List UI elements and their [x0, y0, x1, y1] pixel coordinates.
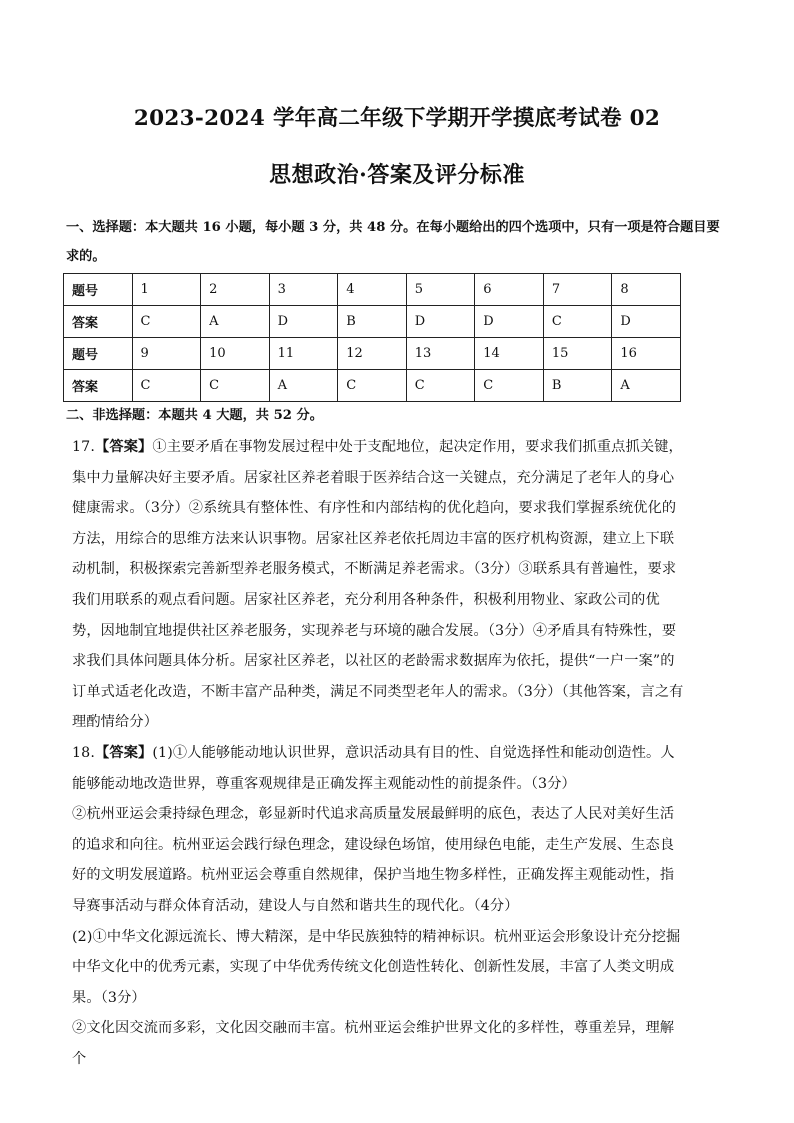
answer-tag: 【答案】 [95, 744, 153, 761]
table-cell: C [132, 370, 201, 402]
table-cell: A [269, 370, 338, 402]
answer-table [63, 273, 681, 402]
table-cell: 3 [269, 274, 338, 306]
table-cell: 9 [132, 338, 201, 370]
table-cell: 12 [338, 338, 407, 370]
table-cell: D [612, 306, 681, 338]
table-cell: 8 [612, 274, 681, 306]
section-2-heading: 二、非选择题：本题共 4 大题，共 52 分。 [66, 408, 323, 423]
answer-body [72, 432, 686, 1074]
answer-paragraph: ②杭州亚运会秉持绿色理念，彰显新时代追求高质量发展最鲜明的底色，表达了人民对美好生活的追求和向往。杭州亚运会践行绿色理念，建设绿色场馆，使用绿色电能，走生产发展、生态良好的文明发展道路。杭州亚运会尊重自然规律，保护当地生物多样性，正确发挥主观能动性，指导赛事活动与群众体育活动，建设人与自然和谐共生的现代化。（4分） [72, 806, 675, 914]
table-row [64, 306, 681, 338]
section-1-heading: 一、选择题：本大题共 16 小题，每小题 3 分，共 48 分。在每小题给出的四个选项中，只有一项是符合题目要求的。 [66, 220, 720, 264]
table-row-label: 答案 [64, 306, 133, 338]
answer-text: (1)①人能够能动地认识世界，意识活动具有目的性、自觉选择性和能动创造性。人能够能动地改造世界，尊重客观规律是正确发挥主观能动性的前提条件。（3分） [72, 744, 675, 792]
table-cell: 4 [338, 274, 407, 306]
table-cell: D [475, 306, 544, 338]
page-subtitle: 思想政治·答案及评分标准 [269, 162, 525, 188]
question-number: 18. [72, 744, 96, 761]
table-cell: C [338, 370, 407, 402]
table-cell: 11 [269, 338, 338, 370]
answer-17 [72, 432, 686, 738]
table-cell: C [543, 306, 612, 338]
table-cell: D [406, 306, 475, 338]
table-cell: D [269, 306, 338, 338]
table-cell: 15 [543, 338, 612, 370]
answer-paragraph: ②文化因交流而多彩，文化因交融而丰富。杭州亚运会维护世界文化的多样性，尊重差异，理解个 [72, 1020, 675, 1067]
table-cell: 5 [406, 274, 475, 306]
table-cell: C [475, 370, 544, 402]
table-cell: 2 [201, 274, 270, 306]
table-cell: B [543, 370, 612, 402]
answer-paragraph: (2)①中华文化源远流长、博大精深，是中华民族独特的精神标识。杭州亚运会形象设计充分挖掘中华文化中的优秀元素，实现了中华优秀传统文化创造性转化、创新性发展，丰富了人类文明成果。（3分） [72, 928, 681, 1006]
table-row [64, 338, 681, 370]
table-cell: A [612, 370, 681, 402]
table-cell: 7 [543, 274, 612, 306]
table-row-label: 答案 [64, 370, 133, 402]
table-cell: C [201, 370, 270, 402]
question-number: 17. [72, 439, 96, 455]
table-cell: 1 [132, 274, 201, 306]
answer-18 [72, 738, 686, 799]
table-row [64, 274, 681, 306]
table-row [64, 370, 681, 402]
table-cell: A [201, 306, 270, 338]
page-title: 2023-2024 学年高二年级下学期开学摸底考试卷 02 [133, 106, 661, 131]
table-cell: 14 [475, 338, 544, 370]
table-cell: C [132, 306, 201, 338]
table-cell: C [406, 370, 475, 402]
table-row-label: 题号 [64, 338, 133, 370]
table-row-label: 题号 [64, 274, 133, 306]
answer-tag: 【答案】 [95, 439, 153, 455]
table-cell: 13 [406, 338, 475, 370]
answer-text: ①主要矛盾在事物发展过程中处于支配地位，起决定作用，要求我们抓重点抓关键，集中力量解决好主要矛盾。居家社区养老着眼于医养结合这一关键点，充分满足了老年人的身心健康需求。（3分）②系统具有整体性、有序性和内部结构的优化趋向，要求我们掌握系统优化的方法，用综合的思维方法来认识事物。居家社区养老依托周边丰富的医疗机构资源，建立上下联动机制，积极探索完善新型养老服务模式，不断满足养老需求。（3分）③联系具有普遍性，要求我们用联系的观点看问题。居家社区养老，充分利用各种条件，积极利用物业、家政公司的优势，因地制宜地提供社区养老服务，实现养老与环境的融合发展。（3分）④矛盾具有特殊性，要求我们具体问题具体分析。居家社区养老，以社区的老龄需求数据库为依托，提供“一户一案”的订单式适老化改造，不断丰富产品种类，满足不同类型老年人的需求。（3分）（其他答案，言之有理酌情给分） [72, 439, 684, 731]
table-cell: 16 [612, 338, 681, 370]
table-cell: 6 [475, 274, 544, 306]
table-cell: 10 [201, 338, 270, 370]
table-cell: B [338, 306, 407, 338]
